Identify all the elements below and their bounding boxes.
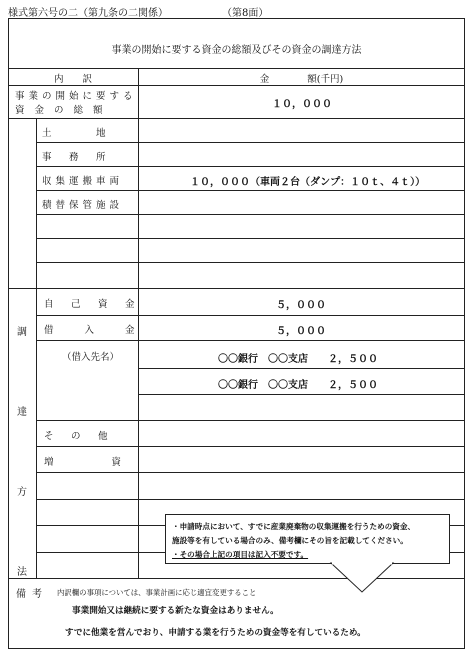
funding-side-label: 調 — [17, 327, 27, 338]
funding-item-amount: ５，０００ — [276, 326, 326, 337]
form-number: 様式第六号の二（第九条の二関係） — [8, 8, 168, 19]
grid-line — [36, 472, 465, 473]
grid-line — [36, 238, 465, 239]
grid-line — [36, 446, 465, 447]
cost-item-label: 事 務 所 — [42, 152, 110, 163]
grid-line — [8, 578, 465, 579]
breakdown-header: 内 訳 — [53, 74, 92, 85]
grid-line — [138, 368, 465, 369]
funding-side-label: 方 — [17, 487, 27, 498]
callout-line: 施設等を有している場合のみ、備考欄にその旨を記載してください。 — [172, 536, 408, 545]
funding-side-label: 達 — [17, 407, 27, 418]
grid-line — [138, 394, 465, 395]
grid-line — [36, 340, 465, 341]
funding-item-label: そ の 他 — [44, 431, 112, 442]
remarks-line: 事業開始又は継続に要する新たな資金はありません。 — [72, 606, 279, 616]
funding-item-label: （借入先名） — [62, 352, 120, 363]
funding-item-label: 増 資 — [44, 457, 126, 468]
grid-line — [8, 118, 465, 119]
grid-line — [8, 85, 465, 86]
funding-item-label: 自 己 資 金 — [44, 299, 139, 310]
form-title: 事業の開始に要する資金の総額及びその資金の調達方法 — [111, 45, 362, 56]
cost-item-label: 収集運搬車両 — [42, 176, 124, 187]
indent-divider — [36, 288, 37, 578]
total-label: 資金の総額 — [15, 105, 113, 116]
grid-line — [8, 288, 465, 289]
grid-line — [8, 68, 465, 69]
callout-line: ・その場合上記の項目は記入不要です。 — [172, 550, 309, 559]
funding-item-amount: ５，０００ — [276, 300, 326, 311]
indent-divider — [36, 118, 37, 288]
amount-header: 金 額(千円) — [259, 74, 344, 85]
grid-line — [36, 166, 465, 167]
total-amount: １０，０００ — [272, 99, 332, 110]
cost-item-label: 土 地 — [42, 128, 110, 139]
funding-item-amount: 〇〇銀行 〇〇支店 ２，５００ — [218, 354, 378, 365]
grid-line — [36, 142, 465, 143]
cost-item-amount: １０，０００（車両２台（ダンプ：１０ｔ、４ｔ）） — [190, 177, 426, 188]
funding-side-label: 法 — [17, 567, 27, 578]
remarks-line: すでに他業を営んでおり、申請する業を行うための資金等を有しているため。 — [65, 628, 366, 638]
grid-line — [36, 262, 465, 263]
total-label: 事業の開始に要する — [15, 91, 137, 102]
funding-item-amount: 〇〇銀行 〇〇支店 ２，５００ — [218, 380, 378, 391]
cost-item-label: 積替保管施設 — [42, 200, 124, 211]
remarks-label: 備考 — [16, 589, 48, 600]
page-number: （第8面） — [222, 8, 269, 19]
callout-bubble — [165, 514, 450, 564]
callout-line: ・申請時点において、すでに産業廃棄物の収集運搬を行うための資金、 — [172, 522, 416, 531]
grid-line — [36, 214, 465, 215]
grid-line — [36, 499, 465, 500]
remarks-note: 内訳欄の事項については、事業計画に応じ適宜変更すること — [57, 588, 257, 597]
grid-line — [36, 315, 465, 316]
funding-item-label: 借 入 金 — [44, 325, 139, 336]
grid-line — [36, 190, 465, 191]
grid-line — [36, 420, 465, 421]
